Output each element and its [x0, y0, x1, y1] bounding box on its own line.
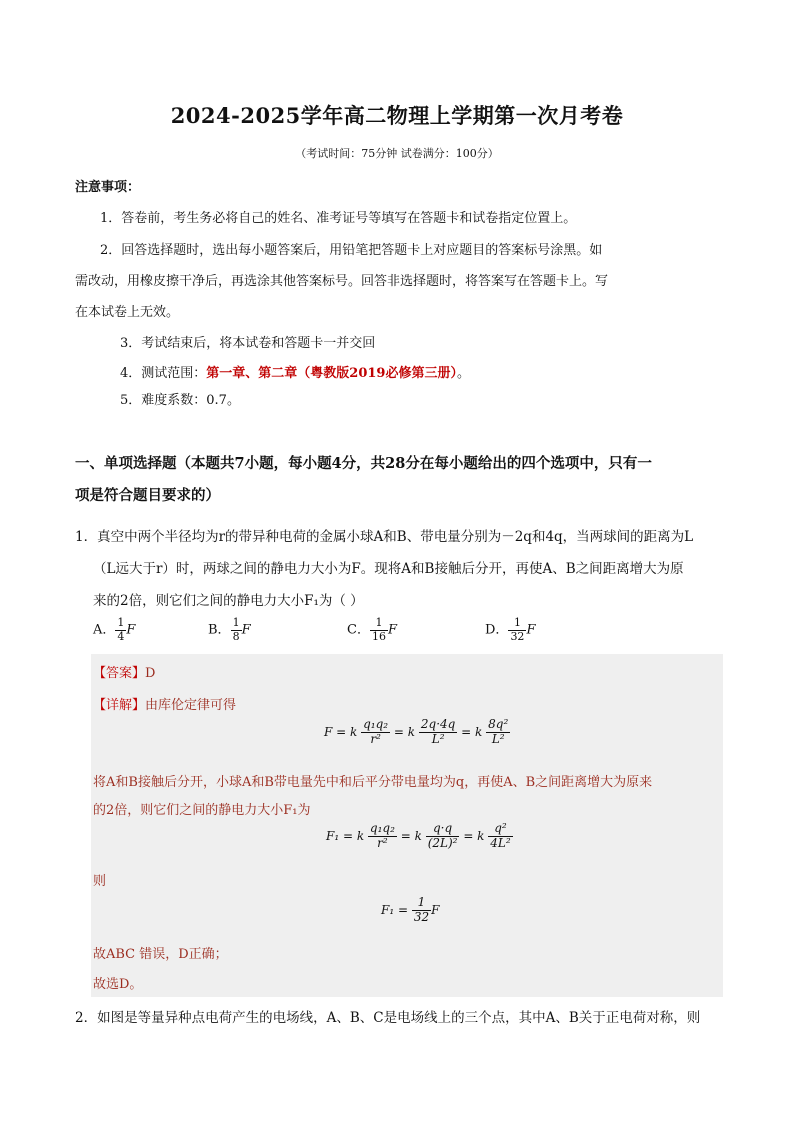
section-heading: 一、单项选择题（本题共7小题，每小题4分，共28分在每小题给出的四个选项中，只有一 — [75, 455, 652, 472]
option-a-den: 4 — [117, 629, 125, 643]
option-b-den: 8 — [232, 629, 240, 643]
option-a-num: 1 — [117, 616, 125, 629]
page-title: 2024-2025学年高二物理上学期第一次月考卷 — [170, 103, 624, 128]
notice-item-2: 2．回答选择题时，选出每小题答案后，用铅笔把答题卡上对应题目的答案标号涂黑。如 — [100, 243, 603, 258]
option-d — [485, 617, 535, 643]
notice-item-4-suffix: 。 — [456, 366, 470, 381]
option-c-den: 16 — [371, 629, 386, 643]
option-c-num: 1 — [370, 617, 388, 631]
f3-lhs: F₁ = — [381, 902, 409, 917]
option-a — [93, 617, 135, 643]
f2-num2: q·q — [426, 822, 460, 837]
option-d-den: 32 — [510, 629, 525, 643]
f1-lhs: F = k — [324, 724, 358, 739]
answer-line — [93, 662, 155, 681]
exam-info: （考试时间：75分钟 试卷满分：100分） — [295, 147, 499, 160]
option-d-letter: D． — [485, 622, 509, 638]
notice-heading: 注意事项： — [75, 180, 141, 195]
test-range: 第一章、第二章（粤教版2019必修第三册） — [206, 366, 457, 381]
then-label: 则 — [93, 874, 107, 889]
f2-eq3: = k — [463, 828, 485, 843]
question-1-line-2: （L远大于r）时，两球之间的静电力大小为F。现将A和B接触后分开，再使A、B之间距离增大为原 — [93, 561, 684, 577]
f1-den3: L² — [491, 731, 505, 746]
f3-var: F — [431, 902, 440, 917]
detail-text-line-1: 将A和B接触后分开，小球A和B带电量先中和后平分带电量均为q，再使A、B之间距离增大为原来 — [93, 775, 653, 790]
option-c — [347, 617, 397, 643]
option-b-num: 1 — [232, 616, 240, 629]
f3-den: 32 — [413, 909, 430, 924]
f1-num2: 2q·4q — [420, 717, 456, 731]
f2-num3: q² — [488, 822, 512, 837]
f1-den2: L² — [431, 731, 445, 746]
conclusion-2: 故选D。 — [93, 977, 143, 992]
option-c-letter: C． — [347, 622, 370, 638]
detail-intro: 由库伦定律可得 — [145, 698, 237, 713]
section-heading-cont: 项是符合题目要求的） — [75, 487, 220, 504]
notice-item-2-cont: 需改动，用橡皮擦干净后，再选涂其他答案标号。回答非选择题时，将答案写在答题卡上。写 — [75, 274, 609, 289]
option-a-var: F — [126, 622, 136, 638]
answer-label: 【答案】 — [93, 666, 146, 681]
option-c-var: F — [387, 622, 397, 638]
option-b — [208, 617, 251, 643]
f2-den3: 4L² — [490, 835, 511, 850]
notice-item-4 — [120, 362, 470, 381]
option-d-num: 1 — [508, 617, 526, 631]
f1-num1: q₁q₂ — [363, 717, 389, 731]
formula-coulomb — [324, 718, 510, 747]
f2-den1: r² — [377, 835, 388, 850]
option-b-var: F — [241, 622, 251, 638]
notice-item-2-end: 在本试卷上无效。 — [75, 305, 180, 320]
question-1-line-1: 1．真空中两个半径均为r的带异种电荷的金属小球A和B、带电量分别为－2q和4q，当两球间的距离为L — [75, 529, 694, 545]
detail-label: 【详解】 — [93, 698, 146, 713]
question-1-line-3: 来的2倍，则它们之间的静电力大小F₁为（ ） — [93, 593, 364, 609]
f1-eq2: = k — [393, 724, 416, 739]
f2-num1: q₁q₂ — [369, 821, 395, 835]
detail-line — [93, 694, 236, 713]
conclusion-1: 故ABC 错误，D正确； — [93, 947, 228, 962]
f3-num: 1 — [412, 896, 431, 911]
answer-value: D — [145, 666, 156, 681]
f1-num3: 8q² — [488, 717, 509, 731]
f1-eq3: = k — [461, 724, 483, 739]
detail-text-line-2: 的2倍，则它们之间的静电力大小F₁为 — [93, 803, 311, 818]
notice-item-5: 5．难度系数：0.7。 — [120, 393, 240, 408]
question-2-line-1: 2．如图是等量异种点电荷产生的电场线，A、B、C是电场线上的三个点，其中A、B关于正电荷对称，则 — [75, 1010, 701, 1026]
notice-item-3: 3．考试结束后，将本试卷和答题卡一并交回 — [120, 336, 376, 351]
formula-result — [381, 896, 439, 925]
f1-den1: r² — [370, 731, 381, 746]
notice-item-1: 1．答卷前，考生务必将自己的姓名、准考证号等填写在答题卡和试卷指定位置上。 — [100, 211, 577, 226]
option-b-letter: B． — [208, 622, 231, 638]
option-a-letter: A． — [93, 622, 116, 638]
notice-item-4-prefix: 4．测试范围： — [120, 366, 207, 381]
f2-eq2: = k — [400, 828, 422, 843]
formula-after-contact — [326, 822, 513, 851]
option-d-var: F — [526, 622, 536, 638]
f2-den2: (2L)² — [427, 835, 458, 850]
f2-lhs: F₁ = k — [326, 828, 365, 843]
